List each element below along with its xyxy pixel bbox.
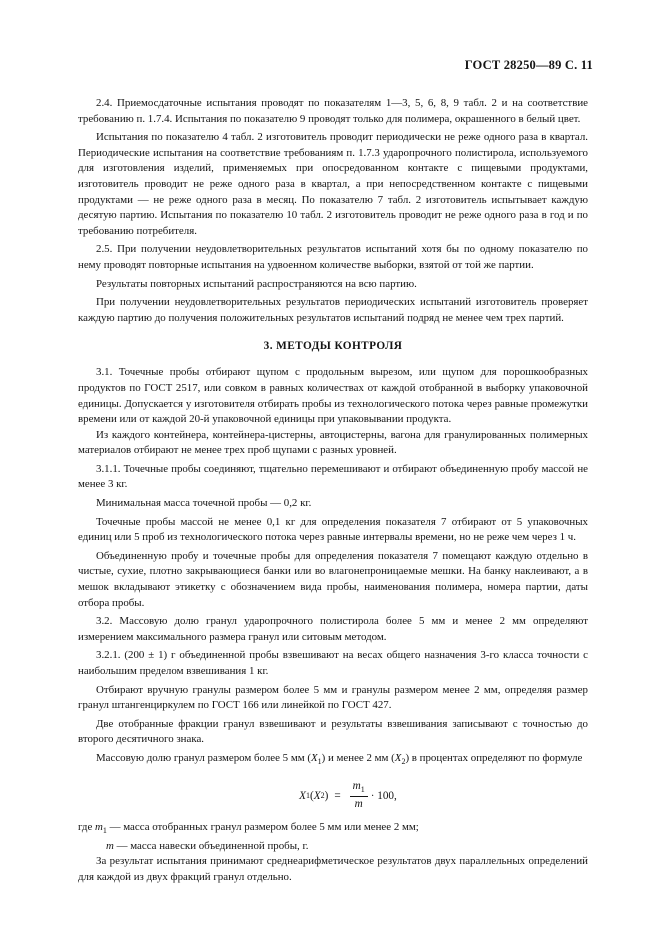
paragraph-repeat-results: Результаты повторных испытаний распространяются на всю партию. <box>96 277 417 290</box>
paragraph-3-2: 3.2. Массовую долю гранул ударопрочного полистирола более 5 мм и менее 2 мм определяют измерением максимального размера гранул или ситовым методом. <box>78 615 588 643</box>
paragraph-formula-intro: Массовую долю гранул размером более 5 мм $(X_1)$ и менее 2 мм $(X_2)$ в процентах определяют по формуле <box>96 751 583 767</box>
paragraph-weighing: Две отобранные фракции гранул взвешивают и результаты взвешивания записывают с точностью до второго десятичного знака. <box>78 717 588 746</box>
paragraph-conclusion: За результат испытания принимают среднеарифметическое результатов двух параллельных определений для каждой из двух фракций гранул отдельно. <box>78 855 588 883</box>
paragraph-3-1: 3.1. Точечные пробы отбирают щупом с продольным вырезом, или щупом для порошкообразных продуктов по ГОСТ 2517, или совком в равных количествах от каждой отобранной в выборку упаковочной единицы. Допускается у изготовителя отбирать пробы из технологического потока через равные промежутки времени или от каждой 20-й упаковочной единицы при упаковывании продукта. <box>78 366 588 426</box>
paragraph-periodic-tests: Испытания по показателю 4 табл. 2 изготовитель проводит периодически не реже одного раза в квартал. Периодические испытания на соответствие требованиям п. 1.7.3 ударопрочного полистирола, используемого для изготовления изделий, применяемых при опосредованном контакте с пищевыми продуктами, изготовитель проводит не реже одного раза в квартал, а при непосредственном контакте с пищевыми продуктами — не реже одного раза в месяц. По показателю 7 табл. 2 изготовитель испытывает каждую десятую партию. Испытания по показателю 10 табл. 2 изготовитель проводит не реже одного раза в год и по требованию потребителя. <box>78 131 588 237</box>
paragraph-sample-storage: Объединенную пробу и точечные пробы для определения показателя 7 помещают каждую отдельно в чистые, сухие, плотно закрывающиеся банки или во влагонепроницаемые мешки. На банку наклеивают, а в мешок вкладывают этикетку с обозначением вида пробы, наименования полимера, номера партии, даты отбора пробы. <box>78 549 588 609</box>
paragraph-containers: Из каждого контейнера, контейнера-цистерны, автоцистерны, вагона для гранулированных полимерных материалов отбирают не менее трех проб щупами с разных уровней. <box>78 428 588 457</box>
mass-fraction-formula: X 1 ( X 2 ) = $\frac{m_1}{m}$ · 100, <box>299 780 397 811</box>
paragraph-2-5: 2.5. При получении неудовлетворительных результатов испытаний хотя бы по одному показателю по нему проводят повторные испытания на удвоенном количестве выборки, взятой от той же партии. <box>78 243 588 271</box>
definition-m: m — масса навески объединенной пробы, г. <box>106 839 309 852</box>
paragraph-3-2-1: 3.2.1. (200 ± 1) г объединенной пробы взвешивают на весах общего назначения 3-го класса точности с наибольшим пределом взвешивания 1 кг. <box>78 649 588 677</box>
section-heading-control-methods: 3. МЕТОДЫ КОНТРОЛЯ <box>263 340 403 353</box>
paragraph-manual-selection: Отбирают вручную гранулы размером более 5 мм и гранулы размером менее 2 мм, определяя размер гранул штангенциркулем по ГОСТ 166 или линейкой по ГОСТ 427. <box>78 683 588 712</box>
page-header: ГОСТ 28250—89 С. 11 <box>464 58 593 72</box>
paragraph-2-4: 2.4. Приемосдаточные испытания проводят по показателям 1—3, 5, 6, 8, 9 табл. 2 и на соответствие требованию п. 1.7.4. Испытания по показателю 9 проводят только для полимера, окрашенного в белый цвет. <box>78 97 588 125</box>
paragraph-periodic-failure: При получении неудовлетворительных результатов периодических испытаний изготовитель проверяет каждую партию до получения положительных результатов испытаний подряд не менее чем трех партий. <box>78 296 588 324</box>
paragraph-3-1-1: 3.1.1. Точечные пробы соединяют, тщательно перемешивают и отбирают объединенную пробу массой не менее 3 кг. <box>78 462 588 491</box>
paragraph-min-mass: Минимальная масса точечной пробы — 0,2 кг. <box>96 497 312 510</box>
paragraph-indicator-7-samples: Точечные пробы массой не менее 0,1 кг для определения показателя 7 отбирают от 5 упаковочных единиц или 5 проб из технологического потока через равные интервалы времени, но не реже чем через 1 ч. <box>78 515 588 544</box>
formula-fraction: $\frac{m_1}{m}$ <box>350 780 368 811</box>
definition-m1: где $m_1$ — масса отобранных гранул размером более 5 мм или менее 2 мм; <box>78 820 419 835</box>
document-body <box>78 96 588 885</box>
